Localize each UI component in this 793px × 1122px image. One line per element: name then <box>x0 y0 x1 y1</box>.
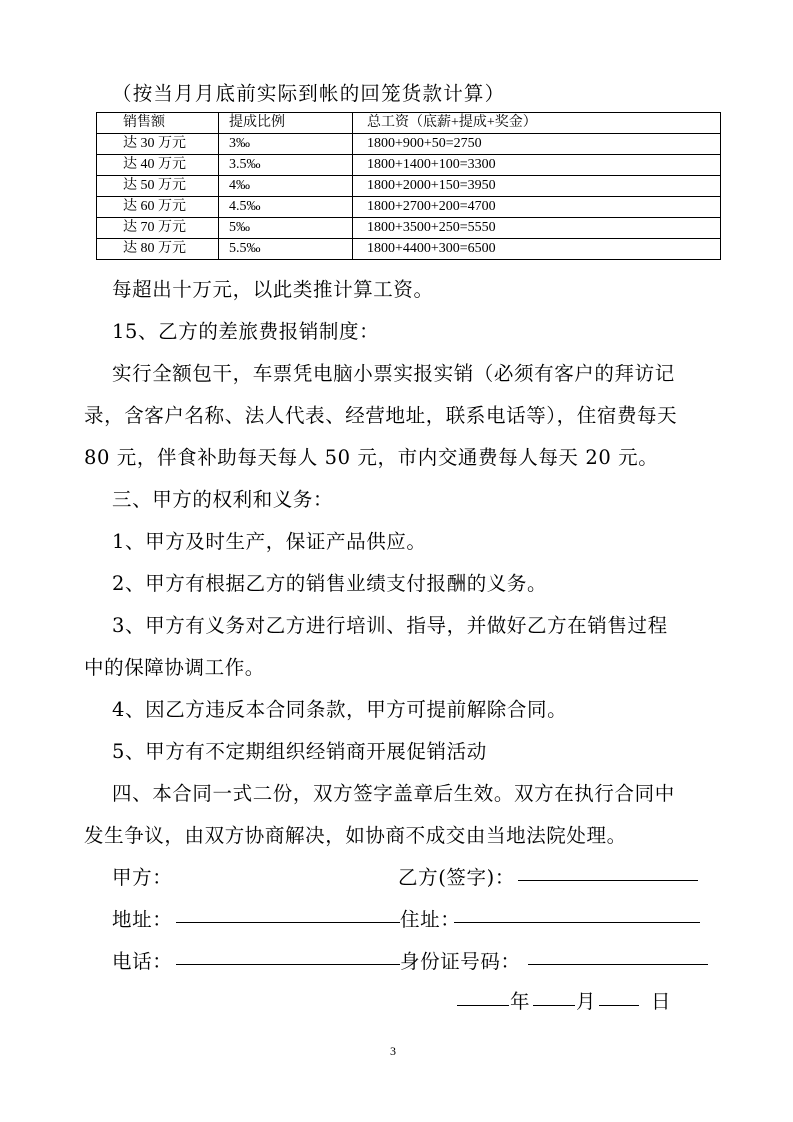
table-row <box>97 134 721 155</box>
cell-sales: 达 70 万元 <box>97 218 219 239</box>
party-a-label: 甲方： <box>112 866 173 889</box>
cell-sales: 达 60 万元 <box>97 197 219 218</box>
table-row <box>97 176 721 197</box>
table-row <box>97 218 721 239</box>
clause-item: 3、甲方有义务对乙方进行培训、指导，并做好乙方在销售过程 <box>112 614 668 637</box>
table-header-row <box>97 113 721 134</box>
party-b-label: 乙方(签字)： <box>398 866 515 889</box>
clause-item: 4、因乙方违反本合同条款，甲方可提前解除合同。 <box>112 698 568 721</box>
cell-rate: 3.5‰ <box>219 155 353 176</box>
extra-calc-note: 每超出十万元，以此类推计算工资。 <box>112 278 434 301</box>
year-line <box>457 1005 509 1006</box>
cell-sales: 达 30 万元 <box>97 134 219 155</box>
section-4-text: 发生争议，由双方协商解决，如协商不成交由当地法院处理。 <box>84 824 627 847</box>
header-rate: 提成比例 <box>219 113 353 134</box>
cell-sales: 达 40 万元 <box>97 155 219 176</box>
year-label: 年 <box>510 990 531 1013</box>
cell-total: 1800+1400+100=3300 <box>353 155 721 176</box>
section-3-title: 三、甲方的权利和义务： <box>112 488 334 511</box>
cell-total: 1800+900+50=2750 <box>353 134 721 155</box>
party-b-signature-line <box>518 880 698 881</box>
day-label: 日 <box>651 990 672 1013</box>
address-line <box>176 922 400 923</box>
cell-sales: 达 80 万元 <box>97 239 219 260</box>
residence-label: 住址： <box>400 908 461 931</box>
clause-item: 2、甲方有根据乙方的销售业绩支付报酬的义务。 <box>112 572 548 595</box>
month-line <box>533 1005 575 1006</box>
address-label: 地址： <box>112 908 173 931</box>
cell-rate: 4‰ <box>219 176 353 197</box>
cell-rate: 5.5‰ <box>219 239 353 260</box>
phone-label: 电话： <box>112 950 173 973</box>
id-number-line <box>528 964 708 965</box>
section-heading: （按当月月底前实际到帐的回笼货款计算） <box>112 82 506 105</box>
cell-total: 1800+2000+150=3950 <box>353 176 721 197</box>
table-row <box>97 197 721 218</box>
cell-total: 1800+4400+300=6500 <box>353 239 721 260</box>
travel-expense-title: 15、乙方的差旅费报销制度： <box>112 320 380 343</box>
travel-expense-line: 80 元，伴食补助每天每人 50 元，市内交通费每人每天 20 元。 <box>84 446 659 469</box>
day-line <box>599 1005 639 1006</box>
cell-sales: 达 50 万元 <box>97 176 219 197</box>
clause-item: 5、甲方有不定期组织经销商开展促销活动 <box>112 740 487 763</box>
travel-expense-line: 实行全额包干，车票凭电脑小票实报实销（必须有客户的拜访记 <box>112 362 675 385</box>
table-row <box>97 239 721 260</box>
travel-expense-line: 录，含客户名称、法人代表、经营地址，联系电话等），住宿费每天 <box>84 404 678 427</box>
month-label: 月 <box>576 990 597 1013</box>
page-number: 3 <box>390 1044 396 1058</box>
clause-item: 1、甲方及时生产，保证产品供应。 <box>112 530 427 553</box>
cell-rate: 3‰ <box>219 134 353 155</box>
section-4-text: 四、本合同一式二份，双方签字盖章后生效。双方在执行合同中 <box>112 782 675 805</box>
cell-rate: 5‰ <box>219 218 353 239</box>
clause-item: 中的保障协调工作。 <box>84 656 265 679</box>
residence-line <box>454 922 700 923</box>
table-row <box>97 155 721 176</box>
cell-total: 1800+2700+200=4700 <box>353 197 721 218</box>
phone-line <box>176 964 400 965</box>
cell-total: 1800+3500+250=5550 <box>353 218 721 239</box>
cell-rate: 4.5‰ <box>219 197 353 218</box>
header-sales: 销售额 <box>97 113 219 134</box>
commission-table <box>96 112 721 260</box>
header-total-salary: 总工资（底薪+提成+奖金） <box>353 113 721 134</box>
id-number-label: 身份证号码： <box>400 950 521 973</box>
